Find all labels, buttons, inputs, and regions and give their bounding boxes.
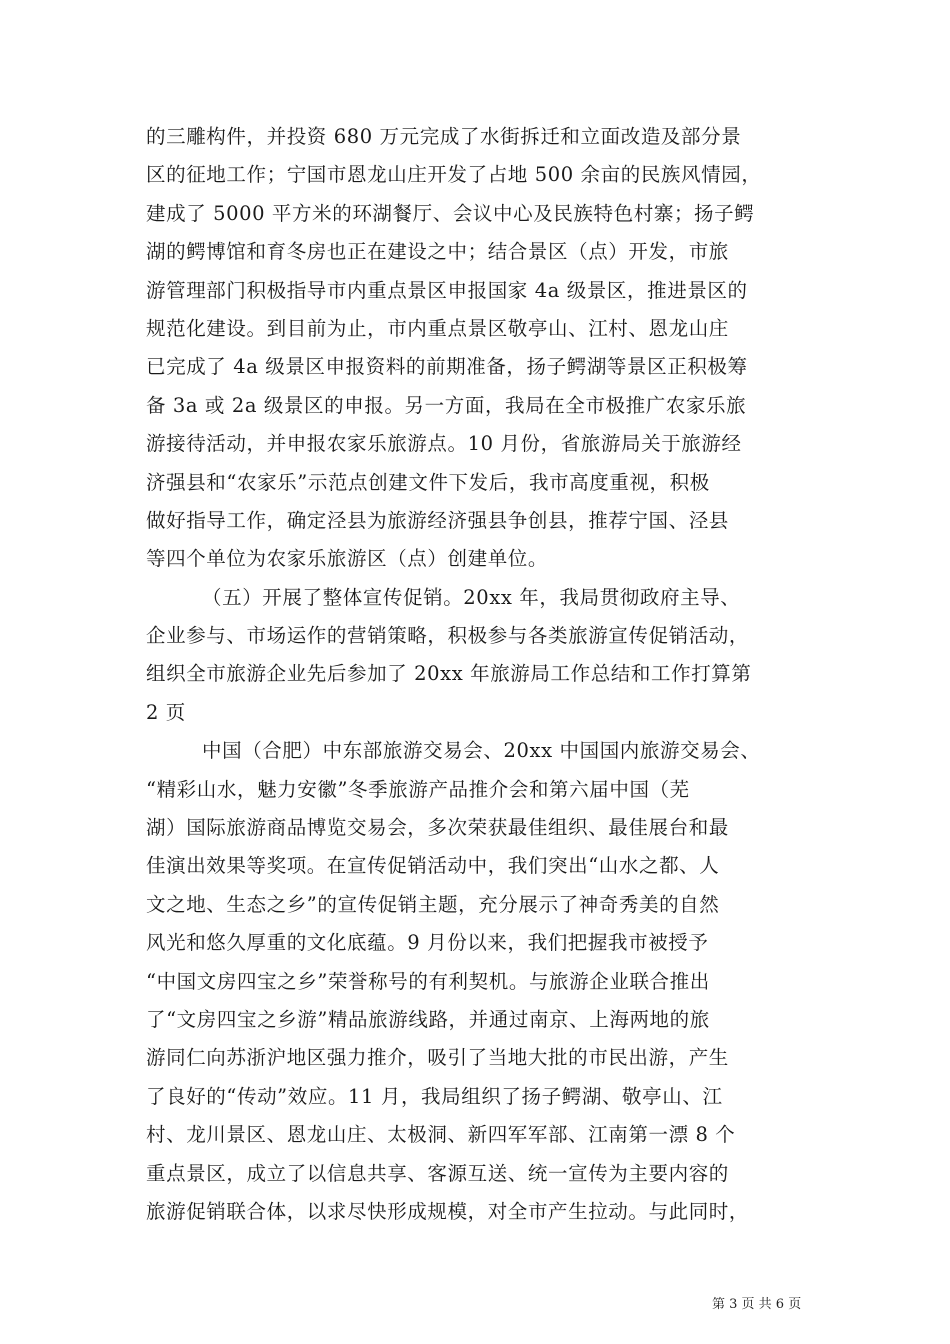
- document-body: [146, 118, 826, 1231]
- text-line: 佳演出效果等奖项。在宣传促销活动中，我们突出“山水之都、人: [146, 854, 720, 878]
- text-line: 济强县和“农家乐”示范点创建文件下发后，我市高度重视，积极: [146, 470, 710, 494]
- text-line: 规范化建设。到目前为止，市内重点景区敬亭山、江村、恩龙山庄: [146, 316, 729, 340]
- text-line: 游管理部门积极指导市内重点景区申报国家 4a 级景区，推进景区的: [146, 278, 748, 302]
- text-line: 备 3a 或 2a 级景区的申报。另一方面，我局在全市极推广农家乐旅: [146, 393, 747, 417]
- text-line: 组织全市旅游企业先后参加了 20xx 年旅游局工作总结和工作打算第: [146, 662, 752, 686]
- text-line: 做好指导工作，确定泾县为旅游经济强县争创县，推荐宁国、泾县: [146, 508, 729, 532]
- text-line: 文之地、生态之乡”的宣传促销主题，充分展示了神奇秀美的自然: [146, 892, 720, 916]
- text-line: 区的征地工作；宁国市恩龙山庄开发了占地 500 余亩的民族风情园，: [146, 163, 762, 187]
- text-line: “精彩山水，魅力安徽”冬季旅游产品推介会和第六届中国（芜: [146, 777, 690, 801]
- text-line: 重点景区，成立了以信息共享、客源互送、统一宣传为主要内容的: [146, 1161, 729, 1185]
- text-line: “中国文房四宝之乡”荣誉称号的有利契机。与旅游企业联合推出: [146, 969, 710, 993]
- text-line: 了“文房四宝之乡游”精品旅游线路，并通过南京、上海两地的旅: [146, 1007, 710, 1031]
- text-line: 村、龙川景区、恩龙山庄、太极洞、新四军军部、江南第一漂 8 个: [146, 1123, 736, 1147]
- text-line: 旅游促销联合体，以求尽快形成规模，对全市产生拉动。与此同时，: [146, 1199, 750, 1223]
- section-heading-line: （五）开展了整体宣传促销。20xx 年，我局贯彻政府主导、: [202, 585, 741, 609]
- text-line: 等四个单位为农家乐旅游区（点）创建单位。: [146, 547, 549, 571]
- text-line: 的三雕构件，并投资 680 万元完成了水街拆迁和立面改造及部分景: [146, 125, 742, 148]
- text-line: 风光和悠久厚重的文化底蕴。9 月份以来，我们把握我市被授予: [146, 931, 709, 955]
- text-line: 湖）国际旅游商品博览交易会，多次荣获最佳组织、最佳展台和最: [146, 816, 729, 840]
- paragraph-start-line: 中国（合肥）中东部旅游交易会、20xx 中国国内旅游交易会、: [202, 739, 761, 763]
- text-line: 湖的鳄博馆和育冬房也正在建设之中；结合景区（点）开发，市旅: [146, 240, 729, 264]
- text-line: 企业参与、市场运作的营销策略，积极参与各类旅游宣传促销活动，: [146, 624, 750, 648]
- text-line: 建成了 5000 平方米的环湖餐厅、会议中心及民族特色村寨；扬子鳄: [146, 201, 755, 225]
- text-line: 2 页: [146, 700, 186, 724]
- text-line: 了良好的“传动”效应。11 月，我局组织了扬子鳄湖、敬亭山、江: [146, 1084, 723, 1108]
- text-line: 已完成了 4a 级景区申报资料的前期准备，扬子鳄湖等景区正积极筹: [146, 355, 748, 379]
- text-line: 游接待活动，并申报农家乐旅游点。10 月份，省旅游局关于旅游经: [146, 432, 742, 456]
- text-line: 游同仁向苏浙沪地区强力推介，吸引了当地大批的市民出游，产生: [146, 1046, 729, 1070]
- page-number: 第 3 页 共 6 页: [712, 1297, 802, 1312]
